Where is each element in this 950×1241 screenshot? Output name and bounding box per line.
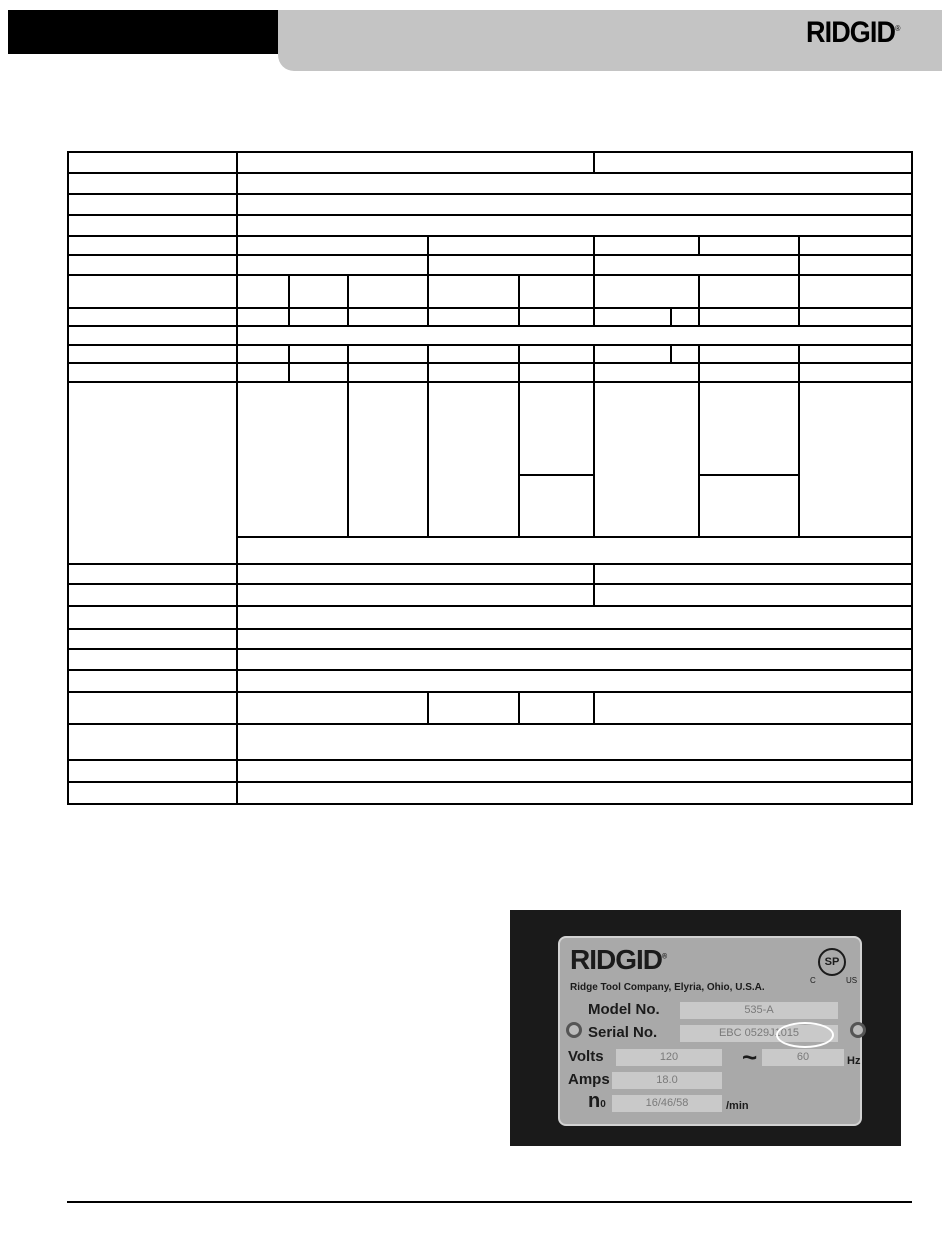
table-cell: [68, 345, 237, 363]
specifications-table: [67, 151, 913, 805]
amps-label: Amps: [568, 1071, 610, 1088]
table-cell: [68, 564, 237, 584]
speed-value: 16/46/58: [612, 1095, 722, 1112]
nameplate-brand-mark: ®: [662, 953, 667, 961]
table-cell: [237, 236, 428, 255]
speed-label: [588, 1090, 606, 1113]
table-row: [68, 255, 912, 275]
table-cell: [237, 345, 289, 363]
model-label: Model No.: [588, 1001, 660, 1018]
ac-tilde-icon: ~: [742, 1042, 758, 1072]
table-row: [68, 173, 912, 194]
table-cell: [68, 760, 237, 782]
table-cell: [519, 345, 594, 363]
csa-us-label: US: [846, 976, 858, 985]
table-row: [68, 606, 912, 629]
nameplate-brand: RIDGID: [570, 944, 662, 975]
table-cell: [237, 670, 912, 691]
table-cell: [428, 692, 519, 724]
table-row: [68, 345, 912, 363]
volts-label: Volts: [568, 1048, 604, 1065]
table-cell: [348, 275, 428, 308]
table-cell: [594, 692, 912, 724]
per-min-label: /min: [726, 1100, 749, 1112]
logo-text: RIDGID: [806, 16, 896, 49]
table-row: [68, 760, 912, 782]
table-cell: [699, 308, 799, 326]
table-cell: [699, 382, 799, 475]
table-cell: [68, 670, 237, 691]
ridgid-logo: [806, 16, 900, 50]
table-cell: [289, 363, 348, 382]
table-row: [68, 308, 912, 326]
csa-mark: SP: [824, 956, 840, 968]
table-cell: [671, 308, 699, 326]
screw-right-icon: [850, 1022, 866, 1038]
table-cell: [799, 236, 912, 255]
table-cell: [237, 537, 912, 564]
table-cell: [237, 215, 912, 236]
table-cell: [68, 382, 237, 565]
table-row: [68, 629, 912, 649]
serial-highlight-oval: [776, 1022, 834, 1048]
table-cell: [68, 649, 237, 670]
table-cell: [519, 363, 594, 382]
table-cell: [68, 236, 237, 255]
table-row: [68, 564, 912, 584]
table-cell: [68, 152, 237, 173]
table-cell: [348, 308, 428, 326]
table-cell: [428, 345, 519, 363]
table-cell: [68, 173, 237, 194]
model-value: 535-A: [680, 1002, 838, 1019]
header-black-bar: [8, 10, 278, 54]
serial-value: EBC 0529J1015: [680, 1025, 838, 1042]
table-cell: [428, 236, 594, 255]
table-cell: [237, 363, 289, 382]
table-cell: [237, 629, 912, 649]
table-cell: [594, 275, 699, 308]
table-cell: [428, 363, 519, 382]
table-cell: [519, 475, 594, 537]
nameplate-company: Ridge Tool Company, Elyria, Ohio, U.S.A.: [570, 982, 765, 993]
table-cell: [594, 564, 912, 584]
table-row: [68, 782, 912, 804]
table-cell: [237, 275, 289, 308]
table-cell: [348, 345, 428, 363]
table-cell: [237, 382, 348, 537]
table-cell: [68, 782, 237, 804]
table-cell: [237, 692, 428, 724]
table-cell: [68, 724, 237, 760]
table-row: [68, 194, 912, 215]
serial-label: Serial No.: [588, 1024, 658, 1041]
table-row: [68, 692, 912, 724]
table-cell: [594, 584, 912, 606]
table-cell: [519, 308, 594, 326]
table-cell: [671, 345, 699, 363]
table-cell: [68, 326, 237, 344]
amps-value: 18.0: [612, 1072, 722, 1089]
csa-c-label: C: [810, 976, 816, 985]
table-cell: [237, 782, 912, 804]
table-cell: [68, 275, 237, 308]
table-cell: [289, 275, 348, 308]
table-cell: [699, 363, 799, 382]
table-cell: [348, 382, 428, 537]
table-cell: [594, 236, 699, 255]
table-row: [68, 670, 912, 691]
table-cell: [594, 382, 699, 537]
table-cell: [237, 308, 289, 326]
footer-rule: [67, 1201, 912, 1203]
table-cell: [594, 152, 912, 173]
speed-subscript: 0: [600, 1099, 606, 1110]
table-cell: [699, 475, 799, 537]
table-row: [68, 236, 912, 255]
table-cell: [289, 308, 348, 326]
table-cell: [237, 564, 594, 584]
table-row: [68, 275, 912, 308]
table-cell: [68, 215, 237, 236]
table-row: [68, 363, 912, 382]
table-cell: [699, 345, 799, 363]
table-cell: [594, 363, 699, 382]
table-cell: [699, 236, 799, 255]
screw-left-icon: [566, 1022, 582, 1038]
table-cell: [237, 173, 912, 194]
header-grey-tab: [278, 54, 942, 71]
table-row: [68, 584, 912, 606]
table-row: [68, 326, 912, 344]
table-cell: [237, 255, 428, 275]
table-cell: [68, 584, 237, 606]
table-cell: [68, 606, 237, 629]
table-cell: [519, 692, 594, 724]
table-cell: [68, 308, 237, 326]
table-cell: [68, 363, 237, 382]
table-row: [68, 382, 912, 475]
table-cell: [68, 255, 237, 275]
table-cell: [799, 382, 912, 537]
table-cell: [68, 629, 237, 649]
speed-symbol: n: [588, 1090, 601, 1112]
table-cell: [237, 724, 912, 760]
table-cell: [594, 255, 799, 275]
table-cell: [428, 275, 519, 308]
nameplate: [558, 936, 862, 1126]
nameplate-photo: [510, 910, 901, 1146]
logo-registered-mark: ®: [895, 24, 900, 33]
table-cell: [799, 255, 912, 275]
table-cell: [519, 382, 594, 475]
table-cell: [428, 382, 519, 537]
table-cell: [799, 308, 912, 326]
table-cell: [519, 275, 594, 308]
table-cell: [799, 275, 912, 308]
table-cell: [348, 363, 428, 382]
table-cell: [237, 152, 594, 173]
table-cell: [237, 606, 912, 629]
table-cell: [68, 692, 237, 724]
hz-label: Hz: [847, 1055, 861, 1067]
table-row: [68, 215, 912, 236]
table-cell: [289, 345, 348, 363]
table-cell: [799, 345, 912, 363]
volts-value: 120: [616, 1049, 722, 1066]
table-row: [68, 152, 912, 173]
hz-value: 60: [762, 1049, 844, 1066]
table-cell: [237, 194, 912, 215]
table-cell: [428, 308, 519, 326]
table-cell: [237, 584, 594, 606]
table-row: [68, 649, 912, 670]
table-row: [68, 724, 912, 760]
nameplate-logo: [570, 944, 666, 976]
table-cell: [68, 194, 237, 215]
table-cell: [594, 308, 671, 326]
table-cell: [699, 275, 799, 308]
table-cell: [799, 363, 912, 382]
table-cell: [237, 760, 912, 782]
table-cell: [237, 326, 912, 344]
table-cell: [428, 255, 594, 275]
table-cell: [237, 649, 912, 670]
table-cell: [594, 345, 671, 363]
csa-certification-icon: [818, 948, 846, 976]
